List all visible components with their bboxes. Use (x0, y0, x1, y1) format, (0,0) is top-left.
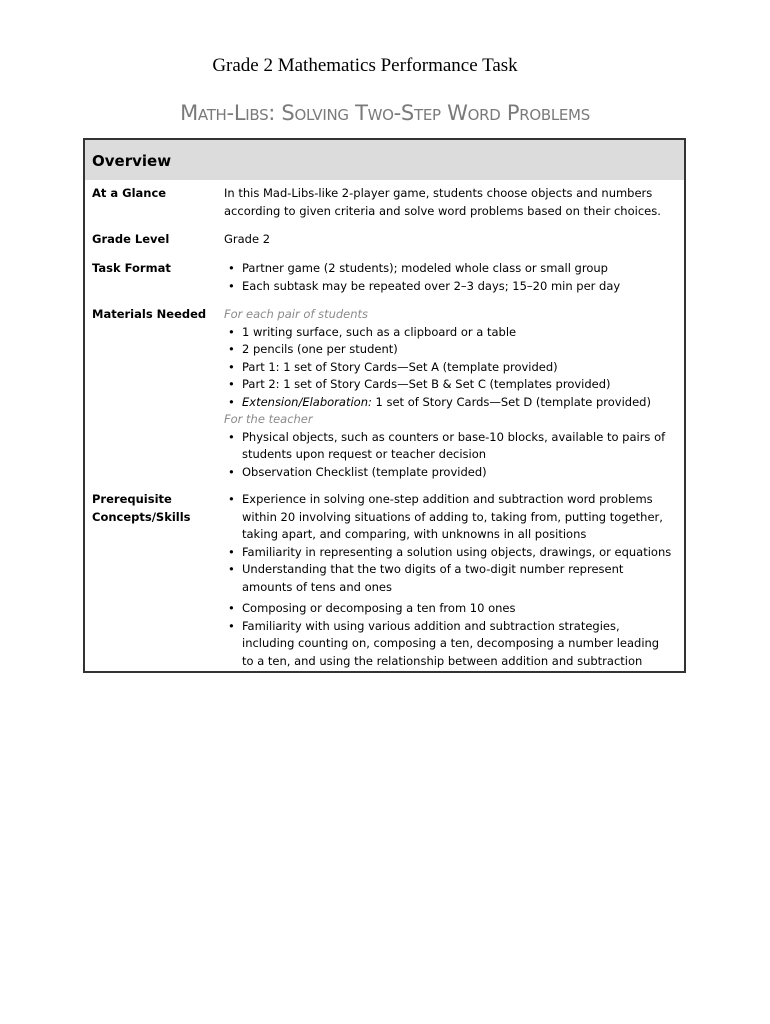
grade-level-label: Grade Level (92, 232, 170, 246)
materials-label: Materials Needed (92, 307, 207, 321)
task-format-list (224, 260, 674, 295)
document-header: Grade 2 Mathematics Performance Task (212, 55, 518, 76)
students-subheading: For each pair of students (224, 307, 369, 321)
list-item: • 2 pencils (one per student) (224, 341, 674, 359)
list-item: • Understanding that the two digits of a two-digit number represent amounts of tens and ones (224, 561, 674, 596)
prerequisites-list (224, 491, 674, 670)
overview-table (83, 138, 686, 673)
list-item: • Physical objects, such as counters or base-10 blocks, available to pairs of students upon request or teacher decision (224, 429, 674, 464)
task-format-label: Task Format (92, 261, 171, 275)
list-item (224, 394, 674, 412)
list-item: • Each subtask may be repeated over 2–3 days; 15–20 min per day (224, 278, 674, 296)
prerequisites-label-line1: Prerequisite (92, 492, 172, 506)
list-item: • 1 writing surface, such as a clipboard or a table (224, 324, 674, 342)
list-item: • Familiarity in representing a solution using objects, drawings, or equations (224, 544, 674, 562)
list-item: • Familiarity with using various addition and subtraction strategies, including counting on, composing a ten, decomposing a number leading to a ten, and using the relationship between addition and subtraction (224, 618, 674, 671)
list-item: • Partner game (2 students); modeled whole class or small group (224, 260, 674, 278)
prerequisites-label-line2: Concepts/Skills (92, 509, 191, 524)
extension-label: Extension/Elaboration: (242, 394, 372, 409)
prerequisites-label (92, 491, 217, 526)
list-item: • Observation Checklist (template provided) (224, 464, 674, 482)
at-a-glance-label: At a Glance (92, 186, 167, 200)
materials-content (224, 306, 674, 481)
document-title: Math-Libs: Solving Two-Step Word Problems (180, 101, 590, 125)
list-item: • Part 1: 1 set of Story Cards—Set A (template provided) (224, 359, 674, 377)
list-item: • Part 2: 1 set of Story Cards—Set B & Set C (templates provided) (224, 376, 674, 394)
extension-text: 1 set of Story Cards—Set D (template provided) (371, 394, 651, 409)
teacher-subheading: For the teacher (224, 412, 313, 426)
list-item: • Experience in solving one-step addition and subtraction word problems within 20 involving situations of adding to, taking from, putting together, taking apart, and comparing, with unknowns in all positions (224, 491, 674, 544)
overview-heading: Overview (85, 140, 684, 180)
list-item: • Composing or decomposing a ten from 10 ones (224, 600, 674, 618)
at-a-glance-text: In this Mad-Libs-like 2-player game, students choose objects and numbers according to given criteria and solve word problems based on their choices. (224, 186, 661, 218)
grade-level-text: Grade 2 (224, 232, 271, 246)
